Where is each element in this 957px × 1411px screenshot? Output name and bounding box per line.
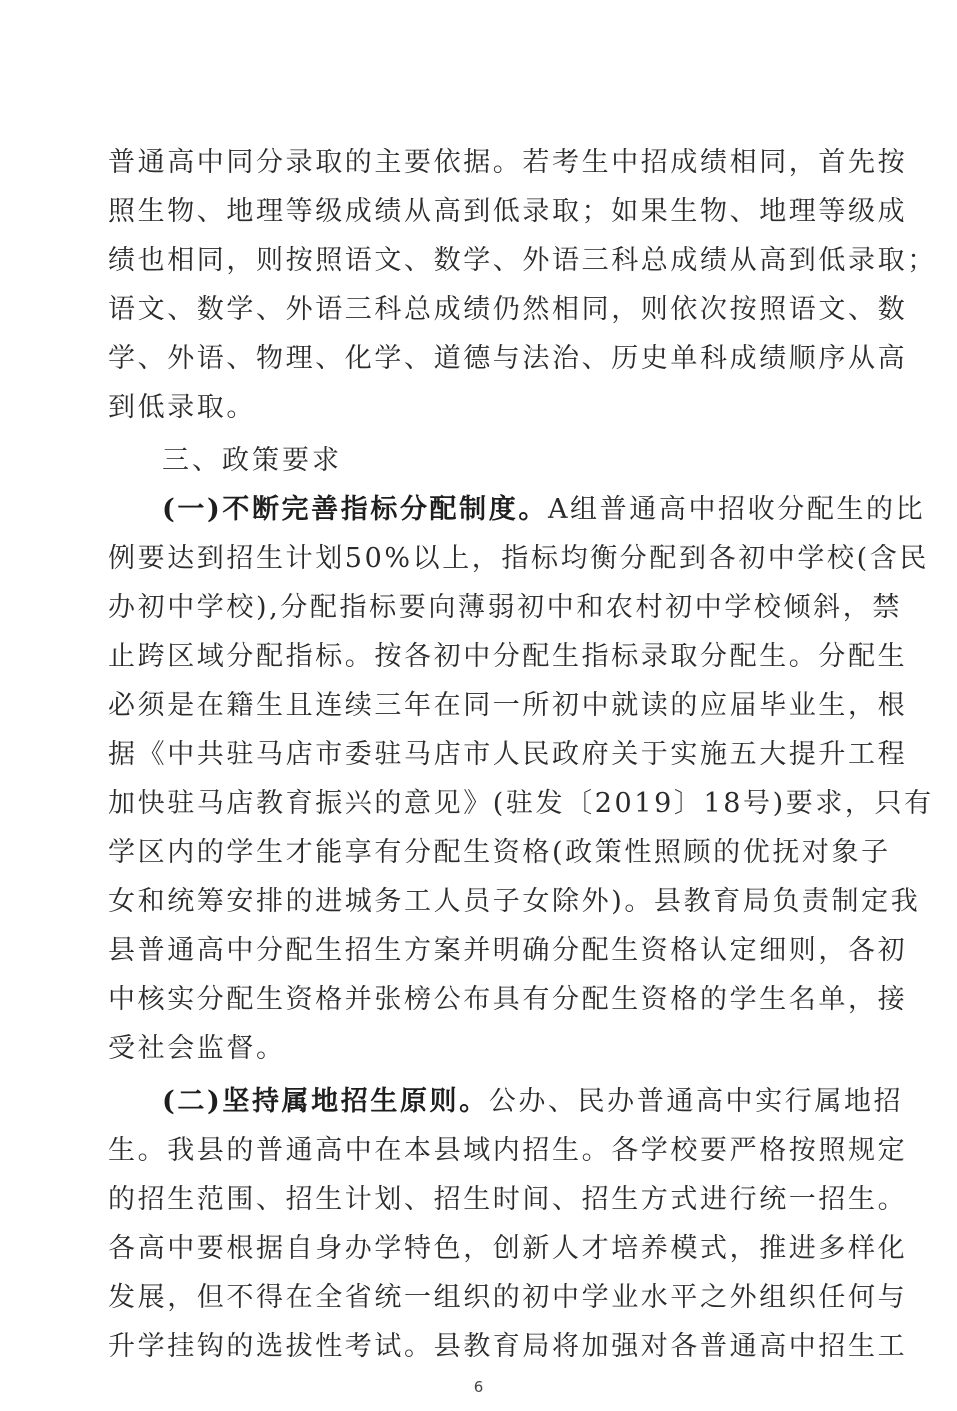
text-line: 据《中共驻马店市委驻马店市人民政府关于实施五大提升工程: [108, 739, 908, 770]
text-line: 县普通高中分配生招生方案并明确分配生资格认定细则，各初: [108, 935, 908, 966]
paragraph-lead: (二)坚持属地招生原则。: [162, 1086, 489, 1117]
text-line: [108, 485, 926, 534]
text-line: 例要达到招生计划50%以上，指标均衡分配到各初中学校(含民: [108, 543, 929, 574]
text-line: 语文、数学、外语三科总成绩仍然相同，则依次按照语文、数: [108, 294, 908, 325]
text-line: 到低录取。: [108, 392, 256, 423]
text-line: 普通高中同分录取的主要依据。若考生中招成绩相同，首先按: [108, 147, 908, 178]
text-line: 办初中学校),分配指标要向薄弱初中和农村初中学校倾斜，禁: [108, 592, 902, 623]
page-number: 6: [473, 1378, 484, 1396]
text-line: 升学挂钩的选拔性考试。县教育局将加强对各普通高中招生工: [108, 1331, 908, 1362]
text-line: 女和统筹安排的进城务工人员子女除外)。县教育局负责制定我: [108, 886, 921, 917]
text-line: 受社会监督。: [108, 1033, 286, 1064]
text-line: 生。我县的普通高中在本县域内招生。各学校要严格按照规定: [108, 1135, 908, 1166]
text-line: 中核实分配生资格并张榜公布具有分配生资格的学生名单，接: [108, 984, 908, 1015]
text-line: 必须是在籍生且连续三年在同一所初中就读的应届毕业生，根: [108, 690, 908, 721]
text-line: 发展，但不得在全省统一组织的初中学业水平之外组织任何与: [108, 1282, 908, 1313]
text-line: [108, 1077, 904, 1126]
text-line: 的招生范围、招生计划、招生时间、招生方式进行统一招生。: [108, 1184, 908, 1215]
section-heading: 三、政策要求: [162, 445, 342, 476]
paragraph-quota-allocation: [108, 485, 934, 1073]
text-run: A组普通高中招收分配生的比: [547, 494, 926, 525]
text-line: 绩也相同，则按照语文、数学、外语三科总成绩从高到低录取；: [108, 245, 937, 276]
text-line: 学区内的学生才能享有分配生资格(政策性照顾的优抚对象子: [108, 837, 891, 868]
paragraph-lead: (一)不断完善指标分配制度。: [162, 494, 548, 525]
text-line: 止跨区域分配指标。按各初中分配生指标录取分配生。分配生: [108, 641, 908, 672]
text-run: 公办、民办普通高中实行属地招: [488, 1086, 904, 1117]
text-line: 学、外语、物理、化学、道德与法治、历史单科成绩顺序从高: [108, 343, 908, 374]
text-line: 照生物、地理等级成绩从高到低录取；如果生物、地理等级成: [108, 196, 908, 227]
text-line: 各高中要根据自身办学特色，创新人才培养模式，推进多样化: [108, 1233, 908, 1264]
text-line: 加快驻马店教育振兴的意见》(驻发〔2019〕18号)要求，只有: [108, 788, 934, 819]
paragraph-admission-rules: [108, 138, 937, 432]
document-body: [108, 138, 937, 1371]
paragraph-local-enrollment: [108, 1077, 908, 1371]
